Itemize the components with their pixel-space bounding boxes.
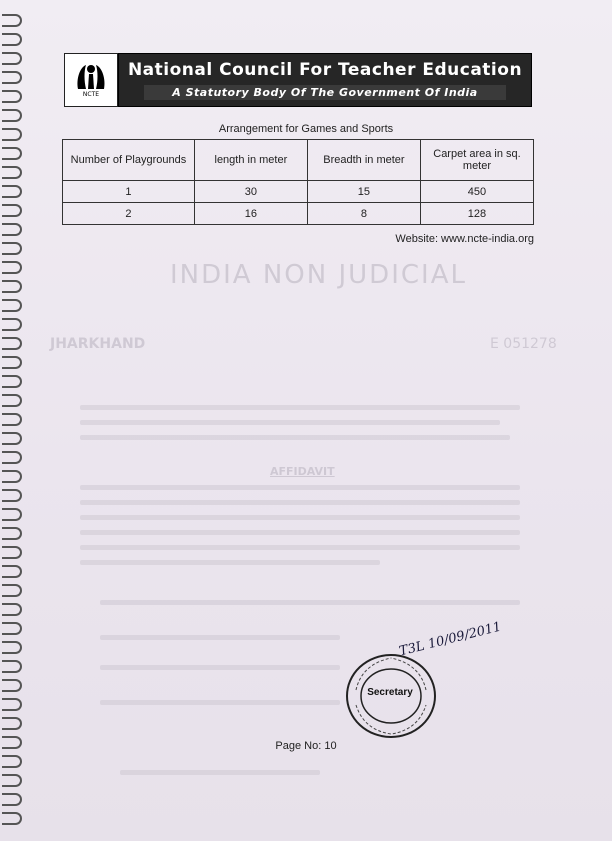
spiral-ring: [2, 660, 22, 673]
spiral-ring: [2, 812, 22, 825]
table-row: [63, 203, 534, 225]
secretary-stamp: [342, 650, 440, 742]
column-header: Carpet area in sq. meter: [420, 140, 533, 181]
spiral-ring: [2, 14, 22, 27]
spiral-ring: [2, 755, 22, 768]
spiral-ring: [2, 394, 22, 407]
spiral-ring: [2, 147, 22, 160]
spiral-ring: [2, 489, 22, 502]
table-cell: 450: [420, 181, 533, 203]
spiral-ring: [2, 641, 22, 654]
header-band: [118, 53, 532, 107]
table-cell: 15: [307, 181, 420, 203]
ncte-header: [64, 53, 532, 107]
spiral-ring: [2, 90, 22, 103]
bleed-through-line: [100, 665, 340, 670]
table-cell: 30: [194, 181, 307, 203]
spiral-ring: [2, 299, 22, 312]
spiral-ring: [2, 71, 22, 84]
table-cell: 16: [194, 203, 307, 225]
spiral-ring: [2, 698, 22, 711]
bleed-through-text: E 051278: [490, 336, 557, 352]
organization-subtitle: A Statutory Body Of The Government Of India: [144, 85, 505, 100]
spiral-ring: [2, 204, 22, 217]
spiral-ring: [2, 565, 22, 578]
table-row: [63, 181, 534, 203]
table-cell: 128: [420, 203, 533, 225]
ncte-emblem-icon: [72, 61, 110, 91]
spiral-ring: [2, 280, 22, 293]
spiral-ring: [2, 451, 22, 464]
logo-caption: NCTE: [82, 91, 100, 98]
spiral-ring: [2, 584, 22, 597]
bleed-through-line: [100, 700, 340, 705]
table-cell: 1: [63, 181, 195, 203]
spiral-ring: [2, 261, 22, 274]
spiral-ring: [2, 109, 22, 122]
column-header: Number of Playgrounds: [63, 140, 195, 181]
bleed-through-line: [80, 560, 380, 565]
spiral-ring: [2, 166, 22, 179]
spiral-ring: [2, 337, 22, 350]
spiral-ring: [2, 52, 22, 65]
ncte-logo: [64, 53, 118, 107]
spiral-ring: [2, 679, 22, 692]
bleed-through-line: [100, 600, 520, 605]
spiral-ring: [2, 622, 22, 635]
spiral-ring: [2, 223, 22, 236]
spiral-ring: [2, 470, 22, 483]
spiral-ring: [2, 603, 22, 616]
stamp-label: Secretary: [367, 687, 413, 698]
bleed-through-text: INDIA NON JUDICIAL: [170, 260, 467, 290]
bleed-through-line: [100, 635, 340, 640]
spiral-ring: [2, 185, 22, 198]
handwritten-signature: T3L 10/09/2011: [397, 619, 503, 660]
bleed-through-line: [80, 485, 520, 490]
website-text: Website: www.ncte-india.org: [395, 233, 534, 245]
bleed-through-text: AFFIDAVIT: [270, 465, 335, 478]
bleed-through-line: [80, 420, 500, 425]
bleed-through-line: [80, 435, 510, 440]
organization-title: National Council For Teacher Education: [127, 60, 523, 80]
spiral-ring: [2, 242, 22, 255]
spiral-ring: [2, 546, 22, 559]
bleed-through-line: [120, 770, 320, 775]
spiral-ring: [2, 356, 22, 369]
bleed-through-text: JHARKHAND: [50, 336, 146, 352]
spiral-ring: [2, 318, 22, 331]
spiral-ring: [2, 527, 22, 540]
table-caption: Arrangement for Games and Sports: [218, 123, 394, 135]
spiral-ring: [2, 717, 22, 730]
spiral-ring: [2, 793, 22, 806]
spiral-ring: [2, 33, 22, 46]
spiral-ring: [2, 413, 22, 426]
spiral-ring: [2, 774, 22, 787]
playgrounds-table: [62, 139, 534, 225]
bleed-through-line: [80, 530, 520, 535]
table-header-row: [63, 140, 534, 181]
spiral-ring: [2, 375, 22, 388]
bleed-through-line: [80, 515, 520, 520]
bleed-through-line: [80, 405, 520, 410]
column-header: length in meter: [194, 140, 307, 181]
table-cell: 8: [307, 203, 420, 225]
spiral-ring: [2, 432, 22, 445]
bleed-through-line: [80, 500, 520, 505]
column-header: Breadth in meter: [307, 140, 420, 181]
spiral-ring: [2, 508, 22, 521]
table-cell: 2: [63, 203, 195, 225]
bleed-through-line: [80, 545, 520, 550]
page-number: Page No: 10: [275, 740, 337, 752]
